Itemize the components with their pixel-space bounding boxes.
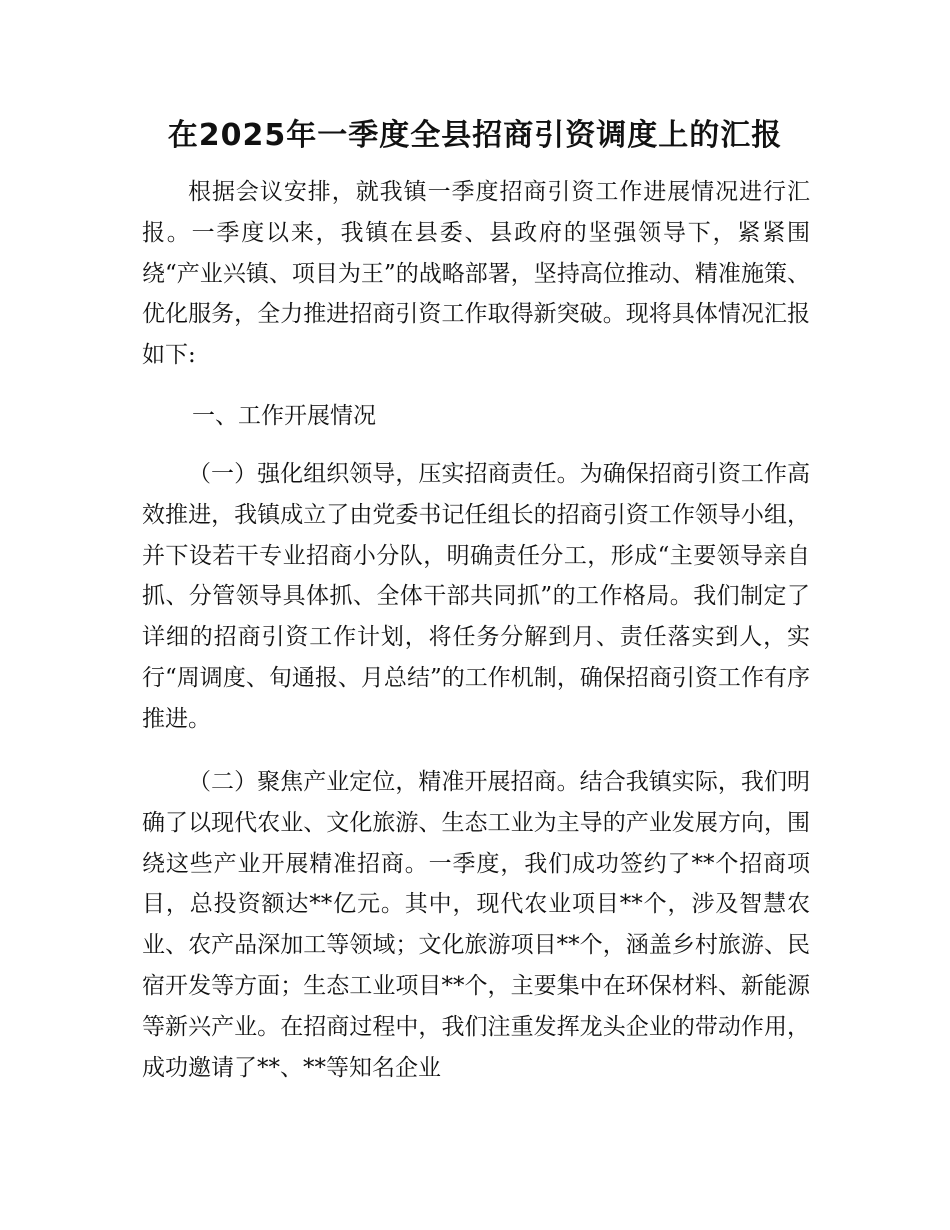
document-title: 在2025年一季度全县招商引资调度上的汇报: [167, 118, 783, 153]
section-heading: 一、工作开展情况: [192, 403, 376, 429]
item-paragraph-1: （一）强化组织领导，压实招商责任。为确保招商引资工作高效推进，我镇成立了由党委书记任组长的招商引资工作领导小组，并下设若干专业招商小分队，明确责任分工，形成“主要领导亲自抓、分管领导具体抓、全体干部共同抓”的工作格局。我们制定了详细的招商引资工作计划，将任务分解到月、责任落实到人，实行“周调度、旬通报、月总结”的工作机制，确保招商引资工作有序推进。: [142, 461, 810, 732]
item-paragraph-2: （二）聚焦产业定位，精准开展招商。结合我镇实际，我们明确了以现代农业、文化旅游、生态工业为主导的产业发展方向，围绕这些产业开展精准招商。一季度，我们成功签约了**个招商项目，总投资额达**亿元。其中，现代农业项目**个，涉及智慧农业、农产品深加工等领域；文化旅游项目**个，涵盖乡村旅游、民宿开发等方面；生态工业项目**个，主要集中在环保材料、新能源等新兴产业。在招商过程中，我们注重发挥龙头企业的带动作用，成功邀请了**、**等知名企业: [142, 769, 810, 1081]
intro-paragraph: 根据会议安排，就我镇一季度招商引资工作进展情况进行汇报。一季度以来，我镇在县委、县政府的坚强领导下，紧紧围绕“产业兴镇、项目为王”的战略部署，坚持高位推动、精准施策、优化服务，全力推进招商引资工作取得新突破。现将具体情况汇报如下:: [142, 179, 810, 369]
